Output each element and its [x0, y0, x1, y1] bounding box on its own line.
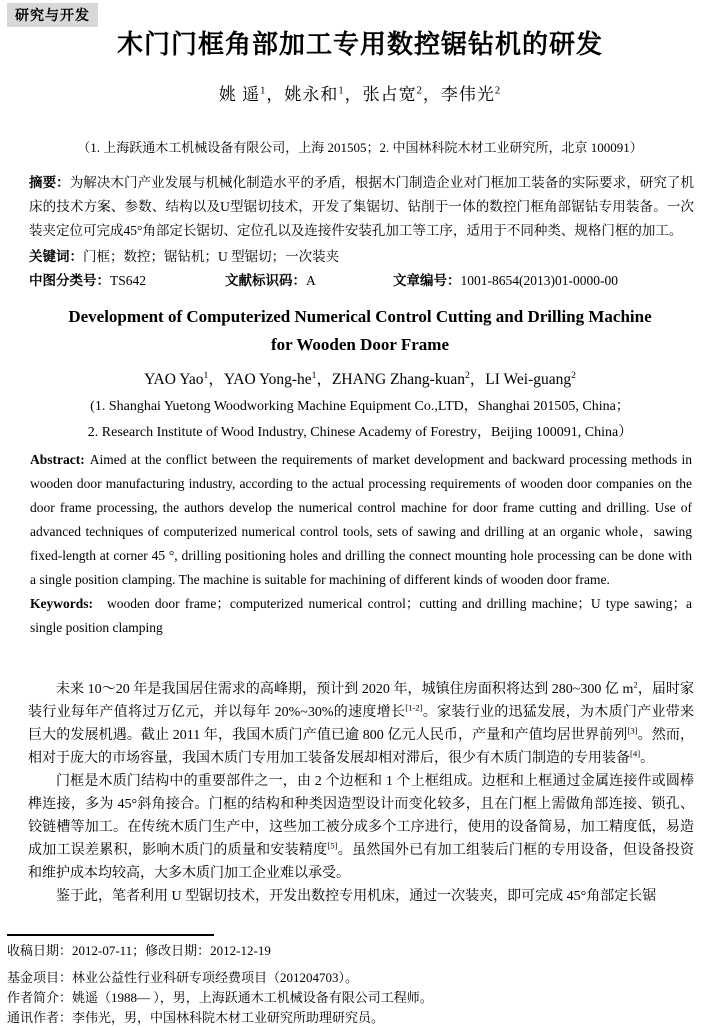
- column-badge: 研究与开发: [7, 3, 98, 27]
- body-paragraph-2: 门框是木质门结构中的重要部件之一，由 2 个边框和 1 个上框组成。边框和上框通过金属连接件或圆棒榫连接，多为 45°斜角接合。门框的结构和种类因造型设计而变化较多，且在门框上需做角部连接、锁孔、铰链槽等加工。在传统木质门生产中，这些加工被分成多个工序进行，使用的设备简易，加工精度低，易造成加工误差累积，影响木质门的质量和安装精度[5]。虽然国外已有加工组装后门框的专用设备，但设备投资和维护成本均较高，大多木质门加工企业难以承受。: [28, 774, 694, 881]
- keywords-text-en: wooden door frame；computerized numerical control；cutting and drilling machine；U type sawing；a single position clamping: [30, 596, 692, 635]
- classification-line: [29, 269, 694, 289]
- footnote-block: [7, 941, 700, 1027]
- received-dates-line: 收稿日期：2012-07-11；修改日期：2012-12-19: [7, 943, 271, 958]
- article-title-en: [0, 303, 720, 359]
- fund-line: 基金项目：林业公益性行业科研专项经费项目（201204703）。: [7, 970, 359, 985]
- abstract-en-block: [30, 448, 692, 640]
- article-id-label: 文章编号：: [393, 273, 461, 288]
- article-id: [393, 269, 618, 289]
- abstract-text-en: Aimed at the conflict between the requirements of market development and backward processing methods in wooden door manufacturing industry, according to the actual processing requirements of wooden door companies on the door frame processing, the authors develop the numerical control machine for door frame cutting and drilling. Use of advanced techniques of computerized numerical control tools, sets of sawing and drilling at an organic whole，sawing fixed-length at corner 45 °, drilling positioning holes and drilling the connect mounting hole processing can be done with a single position clamping. The machine is suitable for machining of different kinds of wooden door frame.: [30, 452, 692, 587]
- affiliations-en: [0, 394, 720, 446]
- affiliation-en-line1: (1. Shanghai Yuetong Woodworking Machine Equipment Co.,LTD，Shanghai 201505, China；: [90, 399, 630, 414]
- body-paragraph-3: 鉴于此，笔者利用 U 型锯切技术，开发出数控专用机床，通过一次装夹，即可完成 45°角部定长锯: [56, 889, 657, 904]
- clc-value: TS642: [110, 273, 147, 288]
- abstract-zh: [29, 171, 694, 243]
- clc-label: 中图分类号：: [29, 273, 110, 288]
- authors-en: YAO Yao$^1$，YAO Yong-$he^1$，ZHANG Zhang-kuan$^2$，LI Wei-guang$^2$: [144, 369, 576, 388]
- keywords-zh: [29, 245, 694, 265]
- abstract-en: [30, 448, 692, 592]
- affiliations-zh: （1. 上海跃通木工机械设备有限公司，上海 201505；2. 中国林科院木材工业研究所，北京 100091）: [77, 140, 643, 155]
- body-paragraph-1: 未来 10～20 年是我国居住需求的高峰期，预计到 2020 年，城镇住房面积将达到 280~300 亿 $m^2$，届时家装行业每年产值将过万亿元，并以每年 20%~30%的速度增长[1-2]。家装行业的迅猛发展，为木质门产业带来巨大的发展机遇。截止 2011 年，我国木质门产值已逾 800 亿元人民币，产量和产值均居世界前列[3]。然而，相对于庞大的市场容量，我国木质门专用加工装备发展却相对滞后，很少有木质门制造的专用装备[4]。: [28, 679, 694, 766]
- article-body: [28, 678, 694, 908]
- authors-zh: 姚 遥$^1$，姚永和$^1$，张占宽$^2$，李伟光$^2$: [218, 85, 502, 104]
- affiliation-en-line2: 2. Research Institute of Wood Industry, Chinese Academy of Forestry，Beijing 100091, China）: [87, 425, 633, 440]
- abstract-label-en: Abstract:: [30, 452, 85, 467]
- keywords-label-zh: 关键词：: [29, 249, 83, 264]
- keywords-text-zh: 门框；数控；锯钻机；U 型锯切；一次装夹: [83, 249, 340, 264]
- article-id-value: 1001-8654(2013)01-0000-00: [460, 273, 618, 288]
- abstract-label-zh: 摘要：: [29, 175, 70, 190]
- author-bio-line: 作者简介：姚遥（1988— ），男，上海跃通木工机械设备有限公司工程师。: [7, 990, 433, 1005]
- document-code-value: A: [306, 273, 316, 288]
- clc-number: [29, 269, 225, 289]
- footnote-divider: [7, 934, 214, 936]
- abstract-text-zh: 为解决木门产业发展与机械化制造水平的矛盾，根据木门制造企业对门框加工装备的实际要求，研究了机床的技术方案、参数、结构以及U型锯切技术，开发了集锯切、钻削于一体的数控门框角部锯钻专用装备。一次装夹定位可完成45°角部定长锯切、定位孔以及连接件安装孔加工等工序，适用于不同种类、规格门框的加工。: [29, 175, 694, 238]
- keywords-label-en: Keywords:: [30, 596, 93, 611]
- article-title-en-line2: for Wooden Door Frame: [270, 335, 449, 354]
- document-code-label: 文献标识码：: [225, 273, 306, 288]
- document-code: [225, 269, 393, 289]
- corresponding-author-line: 通讯作者：李伟光，男，中国林科院木材工业研究所助理研究员。: [7, 1010, 385, 1025]
- keywords-en: [30, 592, 692, 640]
- article-title-en-line1: Development of Computerized Numerical Control Cutting and Drilling Machine: [68, 307, 652, 326]
- article-title-zh: 木门门框角部加工专用数控锯钻机的研发: [116, 29, 603, 59]
